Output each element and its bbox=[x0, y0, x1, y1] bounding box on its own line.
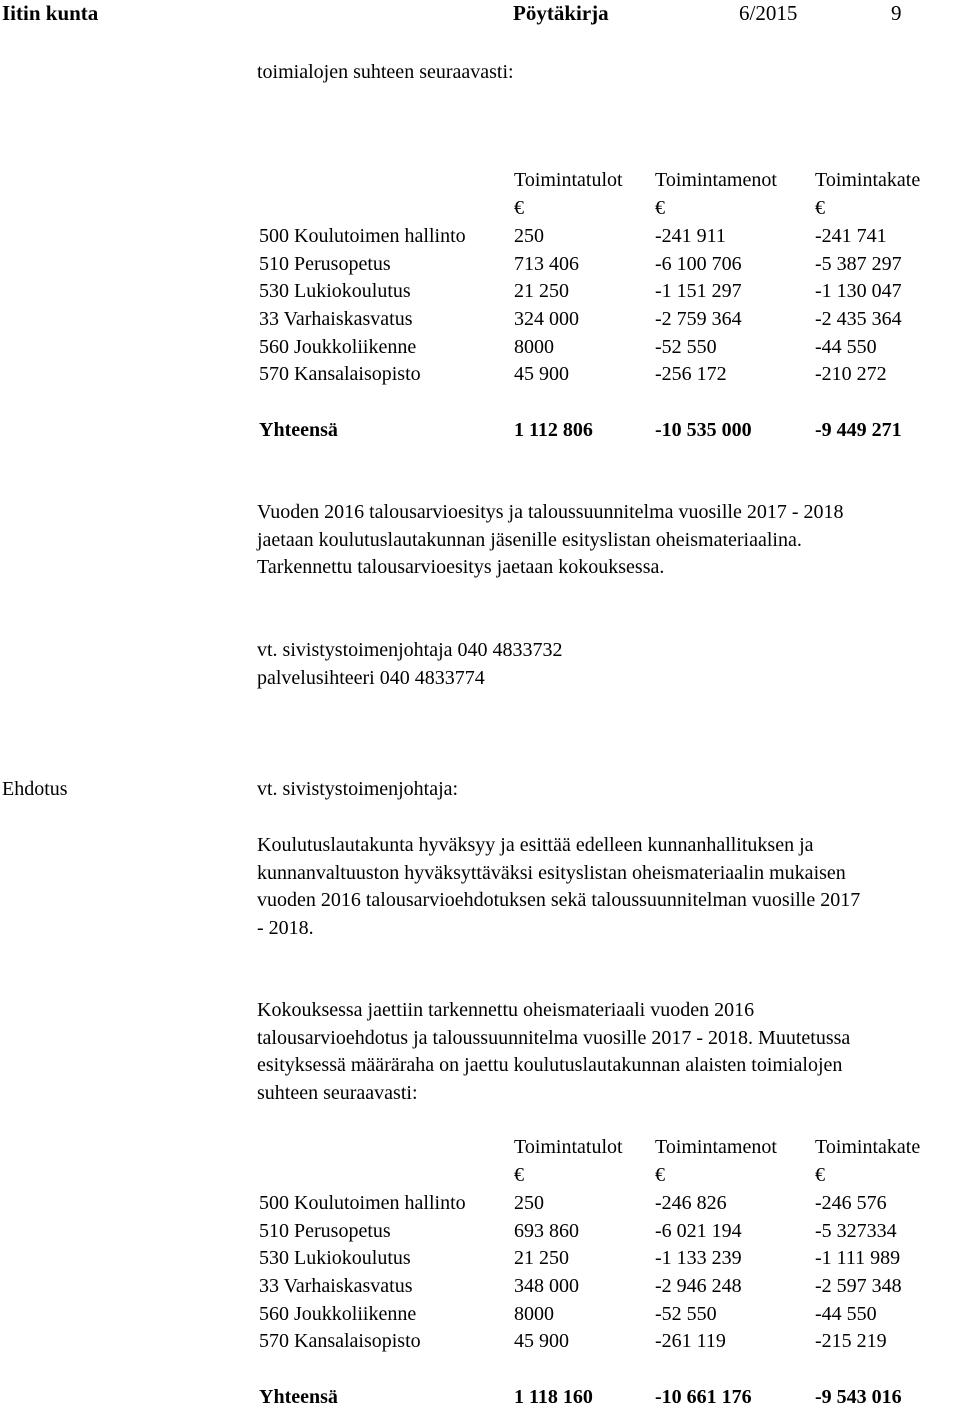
table-row bbox=[257, 1328, 957, 1356]
row-name: 500 Koulutoimen hallinto bbox=[259, 225, 466, 247]
row-menot: -241 911 bbox=[655, 225, 726, 247]
table-spacer-row bbox=[257, 389, 957, 417]
intro-line: toimialojen suhteen seuraavasti: bbox=[257, 61, 514, 83]
page-number: 9 bbox=[891, 1, 902, 25]
table-row bbox=[257, 306, 957, 334]
row-menot: -2 946 248 bbox=[655, 1275, 742, 1298]
paragraph-line: esityksessä määräraha on jaettu koulutuslautakunnan alaisten toimialojen bbox=[257, 1054, 843, 1077]
row-kate: -2 435 364 bbox=[815, 308, 902, 331]
column-unit-kate: € bbox=[815, 1164, 825, 1186]
row-name: 510 Perusopetus bbox=[259, 252, 391, 275]
row-name: 500 Koulutoimen hallinto bbox=[259, 1192, 466, 1214]
column-header-tulot: Toimintatulot bbox=[514, 169, 623, 191]
column-header-menot: Toimintamenot bbox=[655, 169, 777, 191]
column-header-kate: Toimintakate bbox=[815, 1136, 921, 1158]
table-row bbox=[257, 223, 957, 251]
row-tulot: 250 bbox=[514, 1192, 544, 1214]
table-row bbox=[257, 1190, 957, 1218]
meeting-note-paragraph bbox=[257, 997, 957, 1108]
row-menot: -246 826 bbox=[655, 1192, 727, 1214]
column-header-menot: Toimintamenot bbox=[655, 1136, 777, 1158]
proposal-line: Koulutuslautakunta hyväksyy ja esittää edelleen kunnanhallituksen ja bbox=[257, 834, 814, 856]
row-kate: -246 576 bbox=[815, 1192, 887, 1214]
issue-number: 6/2015 bbox=[739, 1, 798, 25]
table-row bbox=[257, 1273, 957, 1301]
row-name: 33 Varhaiskasvatus bbox=[259, 308, 413, 331]
table-total-row bbox=[257, 1384, 957, 1412]
row-kate: -241 741 bbox=[815, 225, 887, 247]
row-name: 510 Perusopetus bbox=[259, 1219, 391, 1242]
row-name: 570 Kansalaisopisto bbox=[259, 363, 421, 386]
table-header-row bbox=[257, 1134, 957, 1162]
table-row bbox=[257, 251, 957, 279]
column-unit-menot: € bbox=[655, 1164, 665, 1186]
row-tulot: 713 406 bbox=[514, 252, 579, 275]
proposal-author: vt. sivistystoimenjohtaja: bbox=[257, 778, 459, 800]
proposal-line: kunnanvaltuuston hyväksyttäväksi esityslistan oheismateriaalin mukaisen bbox=[257, 861, 846, 884]
budget-table-initial bbox=[257, 167, 957, 445]
municipality-name: Iitin kunta bbox=[2, 1, 99, 25]
proposal-line: vuoden 2016 talousarvioehdotuksen sekä taloussuunnitelman vuosille 2017 bbox=[257, 889, 861, 912]
total-menot: -10 661 176 bbox=[655, 1385, 752, 1408]
paragraph-line: Kokouksessa jaettiin tarkennettu oheismateriaali vuoden 2016 bbox=[257, 999, 755, 1021]
row-menot: -6 021 194 bbox=[655, 1219, 742, 1242]
row-kate: -215 219 bbox=[815, 1330, 887, 1353]
total-label: Yhteensä bbox=[259, 1385, 338, 1408]
paragraph-line: talousarvioehdotus ja taloussuunnitelma vuosille 2017 - 2018. Muutetussa bbox=[257, 1026, 851, 1049]
contact-line: palvelusihteeri 040 4833774 bbox=[257, 666, 485, 689]
row-name: 560 Joukkoliikenne bbox=[259, 1302, 417, 1325]
row-menot: -1 133 239 bbox=[655, 1247, 742, 1270]
total-label: Yhteensä bbox=[259, 418, 338, 441]
budget-table-revised bbox=[257, 1134, 957, 1412]
row-tulot: 8000 bbox=[514, 335, 554, 358]
total-tulot: 1 118 160 bbox=[514, 1385, 593, 1408]
paragraph-line: suhteen seuraavasti: bbox=[257, 1082, 418, 1105]
budget-distribution-paragraph bbox=[257, 499, 957, 582]
row-tulot: 348 000 bbox=[514, 1275, 579, 1298]
table-row bbox=[257, 278, 957, 306]
row-kate: -44 550 bbox=[815, 1302, 877, 1325]
row-name: 530 Lukiokoulutus bbox=[259, 1247, 411, 1270]
table-row bbox=[257, 361, 957, 389]
total-tulot: 1 112 806 bbox=[514, 418, 593, 441]
table-spacer-row bbox=[257, 1356, 957, 1384]
proposal-text bbox=[257, 832, 957, 943]
row-tulot: 250 bbox=[514, 225, 544, 247]
row-menot: -1 151 297 bbox=[655, 280, 742, 303]
row-kate: -1 111 989 bbox=[815, 1247, 901, 1270]
row-tulot: 21 250 bbox=[514, 1247, 569, 1270]
table-header-unit-row bbox=[257, 1162, 957, 1190]
row-tulot: 324 000 bbox=[514, 308, 579, 331]
row-tulot: 8000 bbox=[514, 1302, 554, 1325]
row-kate: -210 272 bbox=[815, 363, 887, 386]
row-kate: -44 550 bbox=[815, 335, 877, 358]
row-kate: -5 327334 bbox=[815, 1219, 897, 1242]
table-row bbox=[257, 1218, 957, 1246]
row-tulot: 21 250 bbox=[514, 280, 569, 303]
row-name: 560 Joukkoliikenne bbox=[259, 335, 417, 358]
table-total-row bbox=[257, 417, 957, 445]
row-kate: -2 597 348 bbox=[815, 1275, 902, 1298]
document-type: Pöytäkirja bbox=[513, 1, 609, 25]
proposal-label: Ehdotus bbox=[2, 778, 68, 800]
table-header-unit-row bbox=[257, 195, 957, 223]
row-kate: -5 387 297 bbox=[815, 252, 902, 275]
contact-line: vt. sivistystoimenjohtaja 040 4833732 bbox=[257, 639, 563, 661]
total-kate: -9 543 016 bbox=[815, 1385, 902, 1408]
contact-info bbox=[257, 637, 957, 692]
column-unit-tulot: € bbox=[514, 1164, 524, 1186]
row-name: 570 Kansalaisopisto bbox=[259, 1330, 421, 1353]
column-unit-kate: € bbox=[815, 197, 825, 219]
total-menot: -10 535 000 bbox=[655, 418, 752, 441]
column-header-kate: Toimintakate bbox=[815, 169, 921, 191]
table-header-row bbox=[257, 167, 957, 195]
column-header-tulot: Toimintatulot bbox=[514, 1136, 623, 1158]
row-menot: -256 172 bbox=[655, 363, 727, 386]
paragraph-line: Tarkennettu talousarvioesitys jaetaan kokouksessa. bbox=[257, 556, 665, 579]
paragraph-line: jaetaan koulutuslautakunnan jäsenille esityslistan oheismateriaalina. bbox=[257, 528, 802, 551]
row-kate: -1 130 047 bbox=[815, 280, 902, 303]
paragraph-line: Vuoden 2016 talousarvioesitys ja taloussuunnitelma vuosille 2017 - 2018 bbox=[257, 501, 844, 523]
table-row bbox=[257, 1245, 957, 1273]
column-unit-tulot: € bbox=[514, 197, 524, 219]
row-menot: -52 550 bbox=[655, 335, 717, 358]
row-menot: -261 119 bbox=[655, 1330, 726, 1353]
total-kate: -9 449 271 bbox=[815, 418, 902, 441]
row-name: 33 Varhaiskasvatus bbox=[259, 1275, 413, 1298]
proposal-line: - 2018. bbox=[257, 917, 314, 940]
row-tulot: 693 860 bbox=[514, 1219, 579, 1242]
row-tulot: 45 900 bbox=[514, 363, 569, 386]
table-row bbox=[257, 1301, 957, 1329]
row-menot: -52 550 bbox=[655, 1302, 717, 1325]
column-unit-menot: € bbox=[655, 197, 665, 219]
row-name: 530 Lukiokoulutus bbox=[259, 280, 411, 303]
row-tulot: 45 900 bbox=[514, 1330, 569, 1353]
table-row bbox=[257, 334, 957, 362]
row-menot: -6 100 706 bbox=[655, 252, 742, 275]
row-menot: -2 759 364 bbox=[655, 308, 742, 331]
